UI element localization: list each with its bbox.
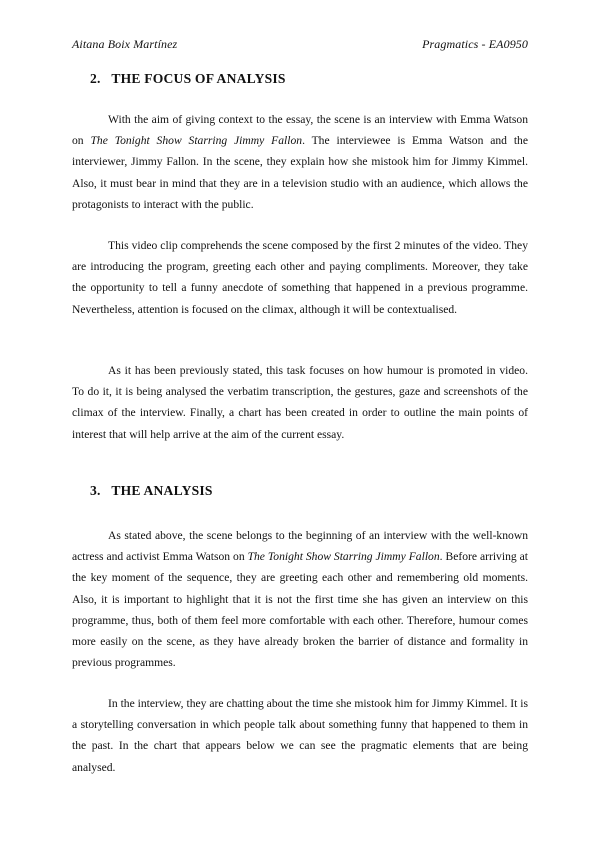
section-heading-focus [90, 71, 286, 87]
section-title: THE ANALYSIS [111, 483, 213, 498]
paragraph-text: . Before arriving at the key moment of the sequence, they are greeting each other and remembering old moments. Also, it is important to highlight that it is not the first time she has given an interview on this programme, thus, both of them feel more comfortable with each other. Therefore, humour comes more easily on the scene, as they have already broken the barrier of distance and formality in previous programmes. [72, 550, 528, 670]
paragraph-analysis-1 [72, 525, 528, 673]
paragraph-text: With the aim of giving context to the essay, the scene is an interview with Emma Watson on [72, 113, 528, 148]
paragraph-focus-3: As it has been previously stated, this task focuses on how humour is promoted in video. To do it, it is being analysed the verbatim transcription, the gestures, gaze and screenshots of the climax of the interview. Finally, a chart has been created in order to outline the main points of interest that will help arrive at the aim of the current essay. [72, 364, 528, 441]
section-number: 3. [90, 483, 101, 498]
section-title: THE FOCUS OF ANALYSIS [111, 71, 286, 86]
section-number: 2. [90, 71, 101, 86]
paragraph-text: . The interviewee is Emma Watson and the interviewer, Jimmy Fallon. In the scene, they explain how she mistook him for Jimmy Kimmel. Also, it must bear in mind that they are in a television studio with an audience, which allows the protagonists to interact with the public. [72, 134, 528, 211]
section-heading-analysis [90, 483, 213, 499]
header-author: Aitana Boix Martínez [72, 37, 178, 51]
header-course: Pragmatics - EA0950 [422, 37, 528, 51]
paragraph-analysis-2: In the interview, they are chatting about the time she mistook him for Jimmy Kimmel. It is a storytelling conversation in which people talk about something funny that happened to them in the past. In the chart that appears below we can see the pragmatic elements that are being analysed. [72, 697, 528, 774]
show-title: The Tonight Show Starring Jimmy Fallon [247, 550, 440, 564]
page-header [72, 37, 528, 52]
show-title: The Tonight Show Starring Jimmy Fallon [90, 134, 303, 148]
paragraph-text: As stated above, the scene belongs to the beginning of an interview with the well-known actress and activist Emma Watson on [72, 529, 528, 564]
paragraph-focus-1 [72, 109, 528, 215]
paragraph-focus-2: This video clip comprehends the scene composed by the first 2 minutes of the video. They are introducing the program, greeting each other and paying compliments. Moreover, they take the opportunity to tell a funny anecdote of something that happened in a previous programme. Nevertheless, attention is focused on the climax, although it will be contextualised. [72, 239, 528, 316]
